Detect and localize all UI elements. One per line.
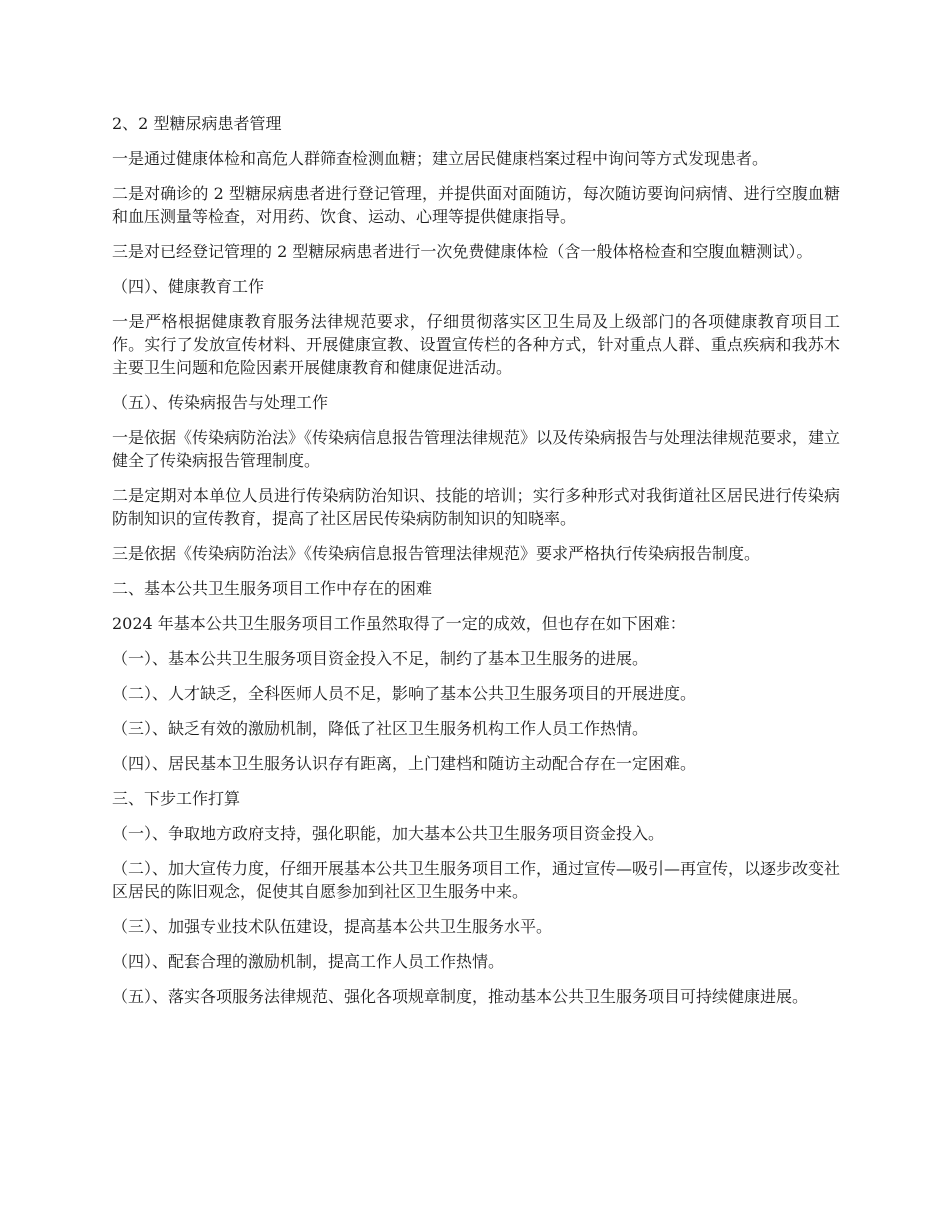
list-item: （二）、加大宣传力度，仔细开展基本公共卫生服务项目工作，通过宣传—吸引—再宣传，以逐步改变社区居民的陈旧观念，促使其自愿参加到社区卫生服务中来。 — [112, 859, 841, 901]
paragraph: 三是对已经登记管理的 2 型糖尿病患者进行一次免费健康体检（含一般体格检查和空腹血糖测试）。 — [112, 242, 813, 261]
paragraph: 一是依据《传染病防治法》《传染病信息报告管理法律规范》以及传染病报告与处理法律规范要求，建立健全了传染病报告管理制度。 — [112, 428, 841, 470]
list-item: （四）、居民基本卫生服务认识存有距离，上门建档和随访主动配合存在一定困难。 — [112, 754, 697, 773]
paragraph: 一是通过健康体检和高危人群筛查检测血糖；建立居民健康档案过程中询问等方式发现患者。 — [112, 149, 769, 168]
section-heading-difficulties: 二、基本公共卫生服务项目工作中存在的困难 — [112, 579, 433, 598]
list-item: （三）、缺乏有效的激励机制，降低了社区卫生服务机构工作人员工作热情。 — [112, 719, 649, 738]
list-item: （二）、人才缺乏，全科医师人员不足，影响了基本公共卫生服务项目的开展进度。 — [112, 684, 697, 703]
paragraph: 三是依据《传染病防治法》《传染病信息报告管理法律规范》要求严格执行传染病报告制度。 — [112, 544, 761, 563]
list-item: （三）、加强专业技术队伍建设，提高基本公共卫生服务水平。 — [112, 917, 553, 936]
paragraph: 2024 年基本公共卫生服务项目工作虽然取得了一定的成效，但也存在如下困难： — [112, 614, 686, 633]
list-item: （一）、争取地方政府支持，强化职能，加大基本公共卫生服务项目资金投入。 — [112, 824, 665, 843]
list-item: （四）、配套合理的激励机制，提高工作人员工作热情。 — [112, 952, 505, 971]
section-heading-health-education: （四）、健康教育工作 — [112, 277, 265, 296]
list-item: （五）、落实各项服务法律规范、强化各项规章制度，推动基本公共卫生服务项目可持续健康进展。 — [112, 987, 809, 1006]
paragraph: 二是定期对本单位人员进行传染病防治知识、技能的培训；实行多种形式对我街道社区居民进行传染病防制知识的宣传教育，提高了社区居民传染病防制知识的知晓率。 — [112, 486, 840, 528]
section-heading-next-steps: 三、下步工作打算 — [112, 789, 241, 808]
paragraph: 一是严格根据健康教育服务法律规范要求，仔细贯彻落实区卫生局及上级部门的各项健康教育项目工作。实行了发放宣传材料、开展健康宣教、设置宣传栏的各种方式，针对重点人群、重点疾病和我苏木主要卫生问题和危险因素开展健康教育和健康促进活动。 — [112, 312, 840, 377]
paragraph: 二是对确诊的 2 型糖尿病患者进行登记管理，并提供面对面随访，每次随访要询问病情、进行空腹血糖和血压测量等检查，对用药、饮食、运动、心理等提供健康指导。 — [112, 184, 840, 226]
section-heading-infectious-disease: （五）、传染病报告与处理工作 — [112, 393, 329, 412]
list-item: （一）、基本公共卫生服务项目资金投入不足，制约了基本卫生服务的进展。 — [112, 649, 649, 668]
section-heading-diabetes: 2、2 型糖尿病患者管理 — [112, 114, 282, 133]
document-page — [112, 112, 840, 1020]
